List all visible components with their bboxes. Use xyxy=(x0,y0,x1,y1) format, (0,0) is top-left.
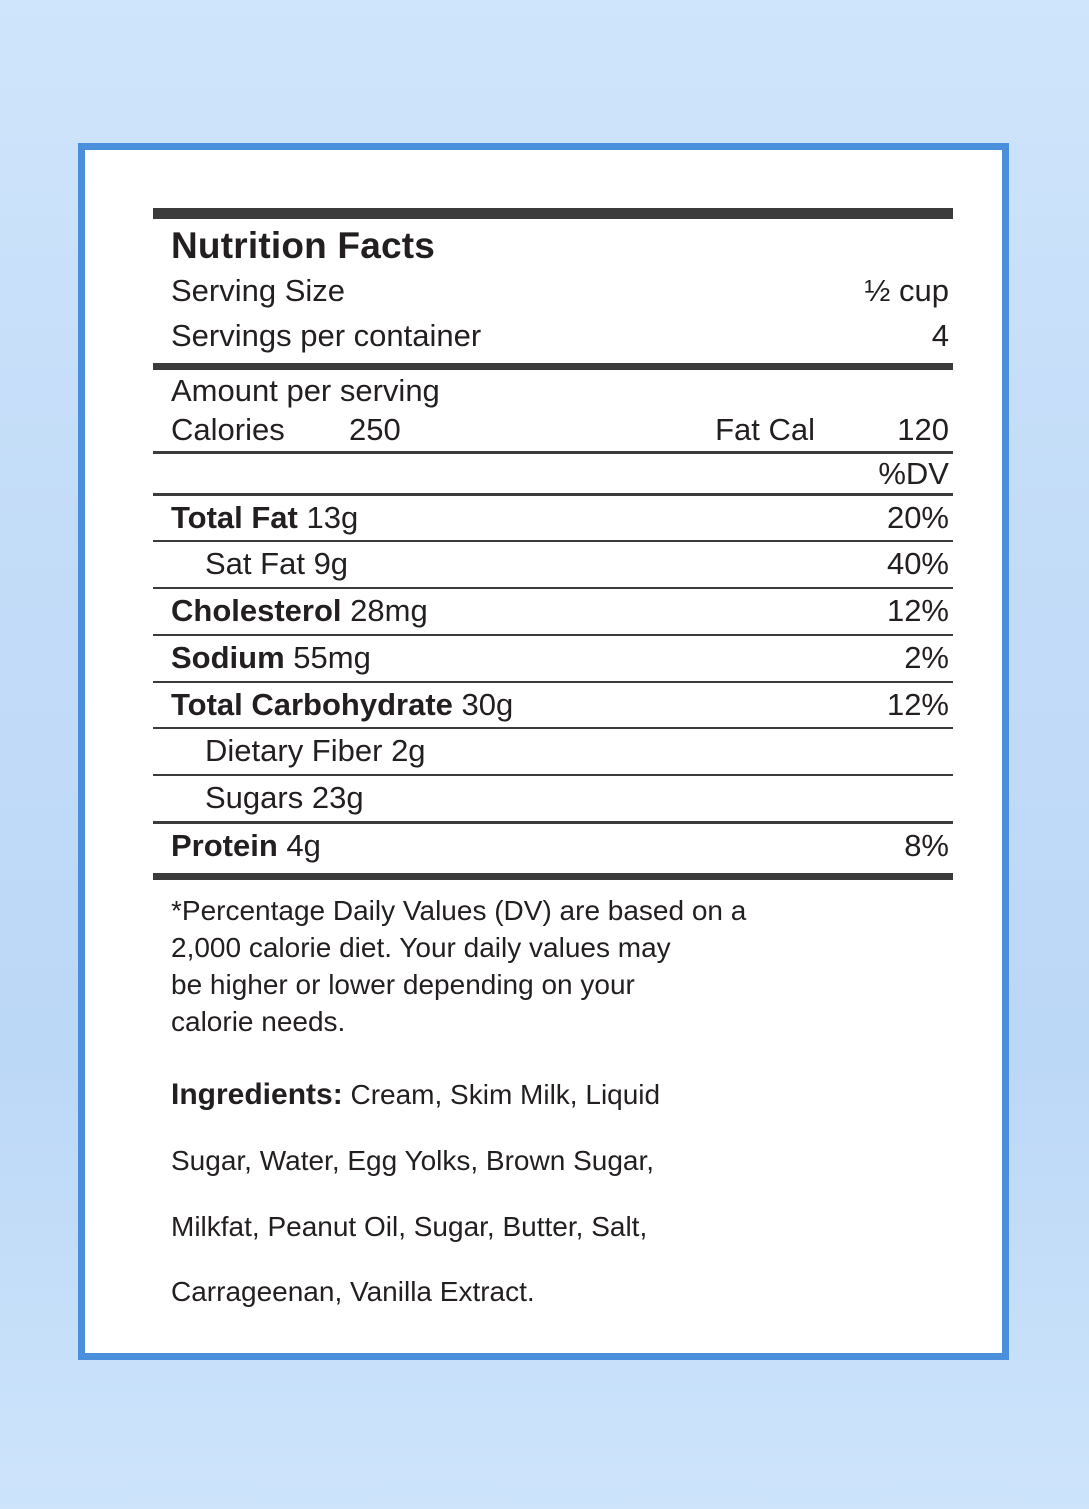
nutrient-name-sodium: Sodium xyxy=(171,639,285,675)
nutrient-amount-dietary-fiber: 2g xyxy=(391,733,426,769)
ingredients-line-3: Milkfat, Peanut Oil, Sugar, Butter, Salt, xyxy=(171,1210,648,1242)
nutrient-name-sat-fat: Sat Fat xyxy=(205,546,305,582)
calories-value: 250 xyxy=(349,411,401,447)
footnote-line-1: *Percentage Daily Values (DV) are based on a xyxy=(171,894,747,926)
divider-serving xyxy=(153,363,953,370)
nutrient-amount-total-carbohydrate: 30g xyxy=(461,686,514,722)
footnote-line-4: calorie needs. xyxy=(171,1006,346,1038)
servings-per-container-value: 4 xyxy=(931,317,949,353)
nutrient-dv-protein: 8% xyxy=(904,827,949,863)
nutrient-row-sodium xyxy=(153,636,953,681)
ingredients-line-2: Sugar, Water, Egg Yolks, Brown Sugar, xyxy=(171,1145,655,1177)
nutrition-facts-label xyxy=(153,208,953,1338)
nutrition-label-card xyxy=(78,143,1009,1360)
nutrient-row-sugars xyxy=(153,776,953,821)
ingredients-heading: Ingredients: xyxy=(171,1077,343,1111)
nutrient-dv-sodium: 2% xyxy=(904,639,949,675)
nutrient-dv-total-fat: 20% xyxy=(886,499,949,535)
nutrient-amount-total-fat: 13g xyxy=(306,499,359,535)
page-title: Nutrition Facts xyxy=(171,225,436,266)
servings-per-container-row xyxy=(153,314,953,359)
nutrient-name-total-carbohydrate: Total Carbohydrate xyxy=(171,686,453,722)
calories-label: Calories xyxy=(171,411,285,447)
serving-size-row xyxy=(153,269,953,314)
nutrient-name-protein: Protein xyxy=(171,827,278,863)
nutrient-amount-sugars: 23g xyxy=(311,780,364,816)
nutrient-name-sugars: Sugars xyxy=(205,780,304,816)
nutrient-row-cholesterol xyxy=(153,589,953,634)
fat-calories-value: 120 xyxy=(897,411,949,447)
calories-row xyxy=(153,411,953,451)
nutrient-row-protein xyxy=(153,824,953,869)
ingredients-line-1: Cream, Skim Milk, Liquid xyxy=(350,1078,661,1110)
nutrient-name-cholesterol: Cholesterol xyxy=(171,593,342,629)
ingredients-first-line xyxy=(171,1075,953,1115)
divider-bottom xyxy=(153,873,953,880)
nutrient-row-total-carbohydrate xyxy=(153,683,953,728)
servings-per-container-label: Servings per container xyxy=(171,317,482,353)
nutrient-row-total-fat xyxy=(153,496,953,541)
nutrient-amount-cholesterol: 28mg xyxy=(350,593,428,629)
nutrient-dv-total-carbohydrate: 12% xyxy=(886,686,949,722)
nutrient-amount-sodium: 55mg xyxy=(293,639,371,675)
nutrient-name-dietary-fiber: Dietary Fiber xyxy=(205,733,383,769)
nutrient-row-dietary-fiber xyxy=(153,729,953,774)
serving-size-value: ½ cup xyxy=(864,273,949,308)
nutrient-name-total-fat: Total Fat xyxy=(171,499,298,535)
serving-size-label: Serving Size xyxy=(171,273,346,308)
daily-value-footnote xyxy=(153,880,953,1041)
nutrient-dv-cholesterol: 12% xyxy=(886,593,949,629)
ingredients-section xyxy=(153,1041,953,1311)
nutrient-amount-protein: 4g xyxy=(286,827,321,863)
fat-calories-label: Fat Cal xyxy=(715,411,815,447)
footnote-line-3: be higher or lower depending on your xyxy=(171,969,635,1001)
nutrient-dv-sat-fat: 40% xyxy=(886,546,949,582)
ingredients-line-4: Carrageenan, Vanilla Extract. xyxy=(171,1275,535,1307)
daily-value-header: %DV xyxy=(878,455,949,491)
nutrient-amount-sat-fat: 9g xyxy=(313,546,349,582)
amount-per-serving-label: Amount per serving xyxy=(171,372,440,408)
nutrient-row-sat-fat xyxy=(153,542,953,587)
footnote-line-2: 2,000 calorie diet. Your daily values may xyxy=(171,931,671,963)
divider-top xyxy=(153,208,953,219)
